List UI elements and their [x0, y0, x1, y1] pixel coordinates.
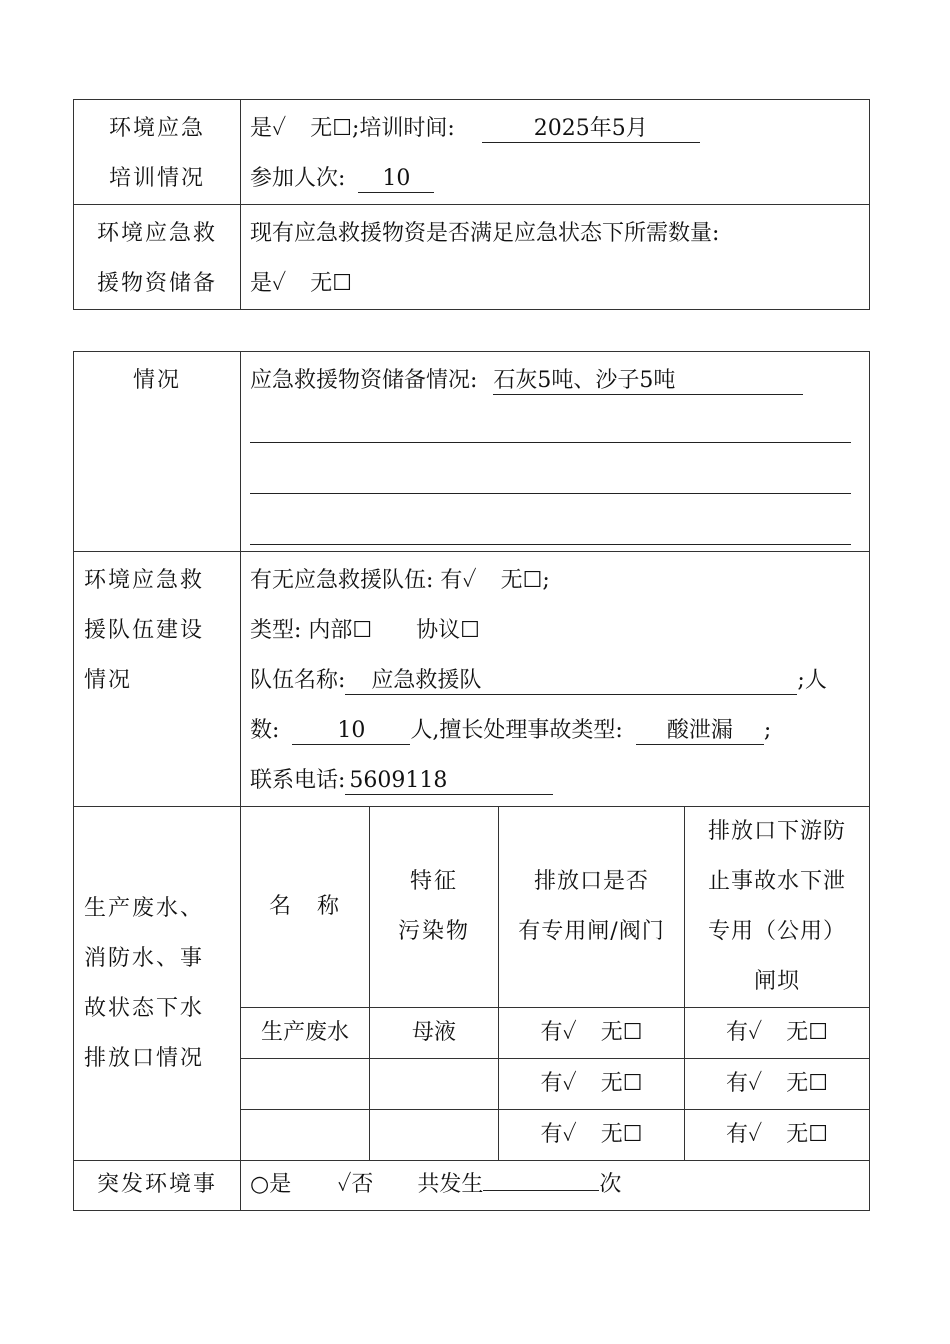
supplies-detail-label: 情况 — [74, 352, 241, 552]
header-gate-line2: 有专用闸/阀门 — [518, 919, 665, 944]
header-pollutant — [370, 807, 499, 1008]
training-label-line1: 环境应急 — [108, 116, 205, 141]
training-label — [74, 100, 241, 205]
emergency-table — [73, 351, 870, 1211]
supplies-yes-checkbox[interactable]: 是✓ — [250, 271, 287, 296]
outlet-label-line4: 排放口情况 — [84, 1045, 205, 1071]
outlet-label-line3: 故状态下水 — [84, 995, 205, 1021]
outlet-row-name[interactable]: 生产废水 — [241, 1008, 370, 1059]
dam-no-checkbox[interactable]: 无☐ — [786, 1020, 828, 1045]
incident-count-suffix: 次 — [599, 1172, 622, 1197]
training-attend-label: 参加人次: — [250, 166, 346, 191]
team-has-no-checkbox[interactable]: 无☐; — [500, 568, 550, 593]
team-label-line2: 援队伍建设 — [84, 618, 205, 643]
header-dam-line3: 专用（公用） — [708, 919, 847, 944]
outlet-row-pollutant[interactable] — [370, 1110, 499, 1161]
outlet-row-dam — [685, 1059, 870, 1110]
supplies-label-line2: 援物资储备 — [96, 271, 217, 296]
training-label-line2: 培训情况 — [108, 166, 205, 191]
outlet-row-name[interactable] — [241, 1110, 370, 1161]
supplies-no-checkbox[interactable]: 无☐ — [310, 271, 352, 296]
team-phone-label: 联系电话: — [250, 768, 346, 793]
incident-count-label: 共发生 — [417, 1172, 484, 1197]
supplies-detail-desc-label: 应急救援物资储备情况: — [250, 368, 478, 393]
team-phone-value[interactable]: 5609118 — [345, 768, 553, 795]
team-type-agreement-checkbox[interactable]: 协议☐ — [416, 618, 480, 643]
training-attend-value[interactable]: 10 — [358, 166, 434, 193]
outlet-row-gate — [499, 1059, 685, 1110]
header-dam-line2: 止事故水下泄 — [708, 869, 847, 894]
dam-no-checkbox[interactable]: 无☐ — [786, 1071, 828, 1096]
dam-no-checkbox[interactable]: 无☐ — [786, 1122, 828, 1147]
training-content — [241, 100, 870, 205]
team-label — [74, 552, 241, 807]
training-yes-checkbox[interactable]: 是✓ — [250, 116, 287, 141]
supplies-question: 现有应急救援物资是否满足应急状态下所需数量: — [250, 221, 720, 246]
training-supplies-table — [73, 99, 870, 310]
header-name: 名 称 — [241, 807, 370, 1008]
team-count-value[interactable]: 10 — [292, 718, 410, 745]
header-gate-line1: 排放口是否 — [533, 869, 649, 894]
training-time-label: ;培训时间: — [351, 116, 455, 141]
outlet-row-name[interactable] — [241, 1059, 370, 1110]
outlet-label — [74, 807, 241, 1161]
team-count-label: 数: — [250, 718, 280, 743]
team-has-yes-checkbox[interactable]: 有✓ — [440, 568, 477, 593]
training-no-checkbox[interactable]: 无☐ — [310, 116, 352, 141]
team-has-label: 有无应急救援队伍: — [250, 568, 434, 593]
incident-content — [241, 1161, 870, 1211]
team-name-label: 队伍名称: — [250, 668, 346, 693]
incident-no-radio[interactable]: ✓否 — [337, 1172, 374, 1197]
outlet-row-pollutant[interactable] — [370, 1059, 499, 1110]
outlet-row-gate — [499, 1110, 685, 1161]
team-label-line3: 情况 — [84, 668, 133, 693]
supplies-label — [74, 205, 241, 310]
header-dam-line1: 排放口下游防 — [708, 819, 847, 844]
outlet-label-line2: 消防水、事 — [84, 945, 205, 971]
incident-label: 突发环境事 — [74, 1161, 241, 1211]
team-name-value[interactable]: 应急救援队 — [345, 668, 797, 695]
gate-yes-checkbox[interactable]: 有✓ — [540, 1071, 577, 1096]
training-time-value[interactable]: 2025年5月 — [482, 116, 700, 143]
outlet-row-gate — [499, 1008, 685, 1059]
supplies-label-line1: 环境应急救 — [96, 221, 217, 246]
gate-no-checkbox[interactable]: 无☐ — [600, 1020, 643, 1045]
supplies-detail-content — [241, 352, 870, 552]
blank-line-2[interactable] — [250, 443, 851, 494]
gate-yes-checkbox[interactable]: 有✓ — [540, 1122, 577, 1147]
dam-yes-checkbox[interactable]: 有✓ — [726, 1071, 763, 1096]
outlet-row-dam — [685, 1008, 870, 1059]
team-label-line1: 环境应急救 — [84, 568, 205, 593]
gate-no-checkbox[interactable]: 无☐ — [600, 1122, 643, 1147]
dam-yes-checkbox[interactable]: 有✓ — [726, 1122, 763, 1147]
supplies-content — [241, 205, 870, 310]
outlet-label-line1: 生产废水、 — [84, 895, 205, 921]
team-content — [241, 552, 870, 807]
team-accident-suffix: ; — [763, 718, 772, 743]
gate-yes-checkbox[interactable]: 有✓ — [540, 1020, 577, 1045]
team-type-label: 类型: — [250, 618, 302, 643]
header-gate — [499, 807, 685, 1008]
dam-yes-checkbox[interactable]: 有✓ — [726, 1020, 763, 1045]
header-pollutant-line1: 特征 — [409, 869, 458, 894]
gate-no-checkbox[interactable]: 无☐ — [600, 1071, 643, 1096]
header-pollutant-line2: 污染物 — [397, 919, 470, 944]
team-name-suffix: ;人 — [797, 668, 827, 693]
team-type-internal-checkbox[interactable]: 内部☐ — [308, 618, 373, 643]
header-dam — [685, 807, 870, 1008]
header-dam-line4: 闸坝 — [754, 969, 801, 994]
blank-line-3[interactable] — [250, 494, 851, 545]
supplies-detail-desc-value[interactable]: 石灰5吨、沙子5吨 — [493, 368, 803, 395]
incident-count-value[interactable] — [483, 1164, 599, 1191]
team-accident-type-value[interactable]: 酸泄漏 — [636, 718, 764, 745]
team-count-suffix: 人,擅长处理事故类型: — [410, 718, 623, 743]
incident-yes-radio[interactable]: ○是 — [250, 1172, 292, 1197]
outlet-row-pollutant[interactable]: 母液 — [370, 1008, 499, 1059]
outlet-row-dam — [685, 1110, 870, 1161]
